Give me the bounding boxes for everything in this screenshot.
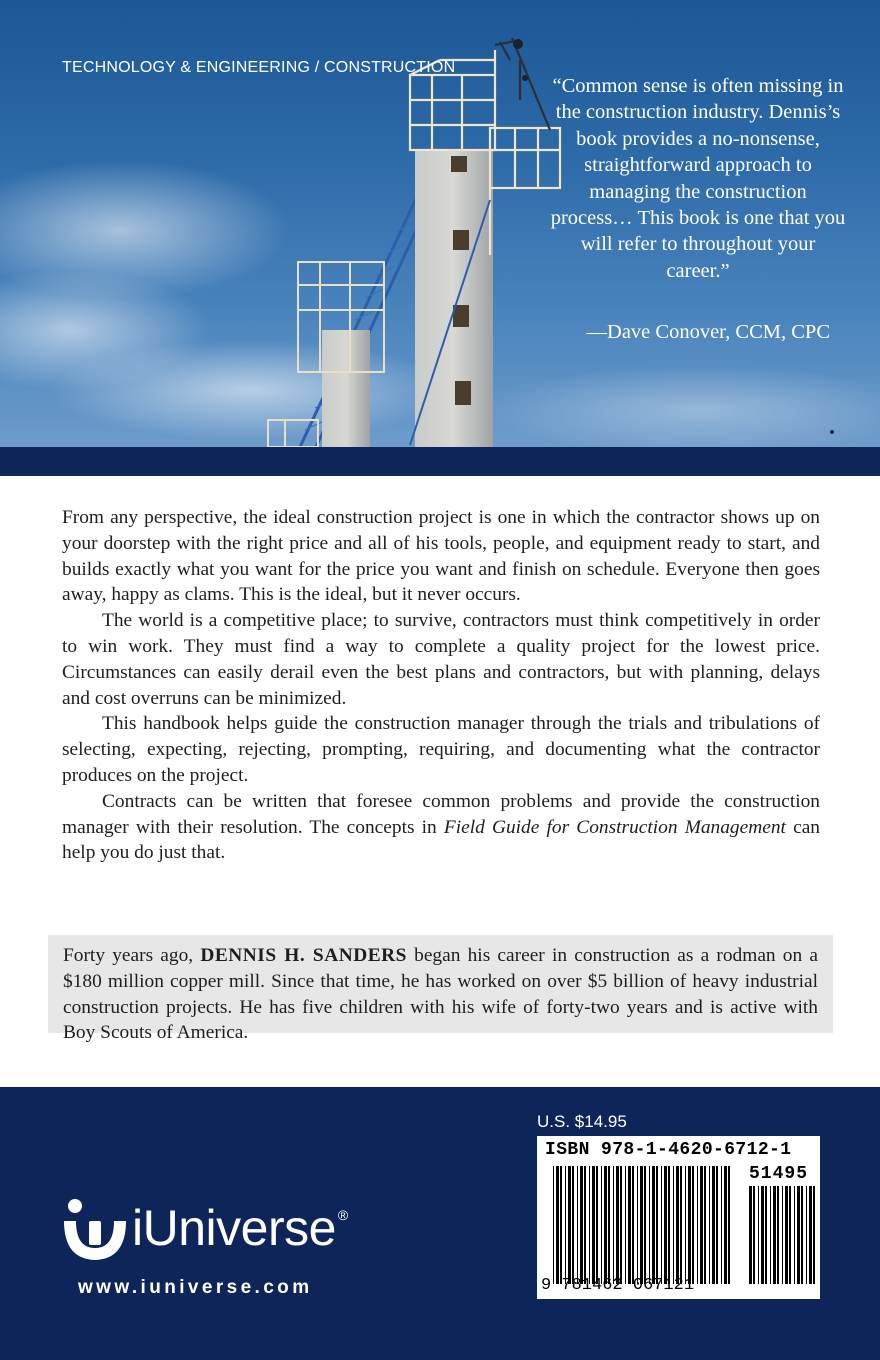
barcode-bar: [692, 1166, 694, 1284]
barcode-bar: [716, 1166, 718, 1284]
barcode-bar: [608, 1166, 610, 1284]
bio-text: began his career in construction as a rodman on a $180 million copper mill. Since that time, he has worked on over $5 billion of heavy industrial construction projects. He has five children with his wife of forty-two years and is active with Boy Scouts of America.: [63, 945, 818, 1044]
barcode-bar: [809, 1186, 812, 1284]
barcode-bar: [668, 1166, 670, 1284]
logo-wordmark-text: iUniverse: [132, 1200, 336, 1256]
publisher-band: [0, 1087, 880, 1360]
barcode-bar: [761, 1186, 764, 1284]
barcode-bar: [577, 1166, 578, 1284]
barcode-bar: [688, 1166, 691, 1284]
barcode-bar: [676, 1166, 679, 1284]
description-paragraph-3: This handbook helps guide the construction manager through the trials and tribulations of selecting, expecting, rejecting, prompting, requiring, and documenting what the contractor produces on the project.: [62, 713, 820, 786]
barcode-bar: [777, 1186, 779, 1284]
book-category: TECHNOLOGY & ENGINEERING / CONSTRUCTION: [62, 59, 456, 76]
barcode-bar: [592, 1166, 595, 1284]
barcode-bar: [680, 1166, 682, 1284]
barcode-bar: [560, 1166, 562, 1284]
barcode-bar: [661, 1166, 662, 1284]
barcode-bar: [644, 1166, 646, 1284]
barcode-bar: [721, 1166, 722, 1284]
barcode-bar: [685, 1166, 686, 1284]
barcode-bar: [616, 1166, 619, 1284]
barcode-bar: [652, 1166, 655, 1284]
barcode-bar: [556, 1166, 559, 1284]
barcode-bar: [700, 1166, 703, 1284]
paragraph-4-start: Contracts can be written that foresee common problems and provide the construction manager with their resolution. The concepts in: [62, 790, 820, 838]
barcode-bar: [601, 1166, 602, 1284]
barcode-bar: [749, 1186, 752, 1284]
registered-mark: ®: [337, 1207, 348, 1223]
description-paragraph-4: [62, 789, 820, 866]
barcode-bar: [801, 1186, 803, 1284]
barcode-bar: [806, 1186, 807, 1284]
bio-intro: Forty years ago,: [63, 945, 201, 966]
barcode-bars: [537, 1136, 820, 1299]
paragraph-4-end: can help you do just that.: [62, 816, 820, 864]
divider-band: [0, 447, 880, 476]
endorsement-quote: “Common sense is often missing in the construction industry. Dennis’s book provides a no-nonsense, straightforward approach to managing the construction process… This book is one that you will refer to throughout your career.”: [550, 75, 846, 282]
isbn-number: ISBN 978-1-4620-6712-1: [545, 1140, 792, 1160]
barcode-bar: [640, 1166, 643, 1284]
barcode-bar: [712, 1166, 715, 1284]
barcode-bar: [589, 1166, 590, 1284]
cover-photo: [0, 0, 880, 447]
logo-wordmark: [132, 1199, 348, 1257]
barcode-bar: [553, 1166, 554, 1284]
barcode-bar: [797, 1186, 800, 1284]
book-title: Field Guide for Construction Management: [443, 816, 786, 838]
barcode-bar: [637, 1166, 638, 1284]
barcode-bar: [673, 1166, 674, 1284]
isbn-barcode: [537, 1136, 820, 1299]
barcode-digits: 9 781462 067121: [541, 1276, 695, 1295]
barcode-bar: [770, 1186, 771, 1284]
barcode-bar: [785, 1186, 788, 1284]
description-paragraph-1: From any perspective, the ideal construction project is one in which the contractor shows up on your doorstep with the right price and all of his tools, people, and equipment ready to start, and builds exactly what you want for the price you want and finish on schedule. Everyone then goes away, happy as clams. This is the ideal, but it never occurs.: [62, 507, 820, 606]
barcode-bar: [584, 1166, 586, 1284]
barcode-bar: [613, 1166, 614, 1284]
iuniverse-logo-icon: [62, 1197, 132, 1267]
barcode-bar: [697, 1166, 698, 1284]
barcode-bar: [649, 1166, 650, 1284]
barcode-bar: [724, 1166, 727, 1284]
quote-attribution: —Dave Conover, CCM, CPC: [586, 321, 830, 343]
barcode-bar: [728, 1166, 730, 1284]
barcode-bar: [628, 1166, 631, 1284]
barcode-bar: [704, 1166, 706, 1284]
barcode-bar: [572, 1166, 574, 1284]
barcode-bar: [765, 1186, 767, 1284]
price-addon-code: 51495: [749, 1164, 809, 1184]
barcode-bar: [625, 1166, 626, 1284]
author-bio: [48, 935, 833, 1044]
barcode-bar: [620, 1166, 622, 1284]
barcode-bar: [656, 1166, 658, 1284]
description-paragraph-2: The world is a competitive place; to survive, contractors must think competitively in order to win work. They must find a way to complete a quality project for the lowest price. Circumstances can easily derail even the best plans and contractors, but with planning, delays and cost overruns can be minimized.: [62, 610, 820, 709]
iuniverse-logo: [62, 1197, 392, 1267]
barcode-bar: [596, 1166, 598, 1284]
barcode-bar: [604, 1166, 607, 1284]
barcode-bar: [632, 1166, 634, 1284]
publisher-url: www.iuniverse.com: [78, 1277, 313, 1298]
barcode-bar: [568, 1166, 571, 1284]
author-name: DENNIS H. SANDERS: [200, 945, 407, 966]
barcode-bar: [709, 1166, 710, 1284]
barcode-bar: [782, 1186, 783, 1284]
barcode-bar: [789, 1186, 791, 1284]
book-description: [62, 505, 820, 866]
barcode-bar: [753, 1186, 755, 1284]
book-price: U.S. $14.95: [537, 1112, 627, 1131]
barcode-bar: [580, 1166, 583, 1284]
barcode-bar: [773, 1186, 776, 1284]
barcode-bar: [813, 1186, 815, 1284]
barcode-bar: [794, 1186, 795, 1284]
barcode-bar: [758, 1186, 759, 1284]
barcode-bar: [664, 1166, 667, 1284]
barcode-bar: [565, 1166, 566, 1284]
